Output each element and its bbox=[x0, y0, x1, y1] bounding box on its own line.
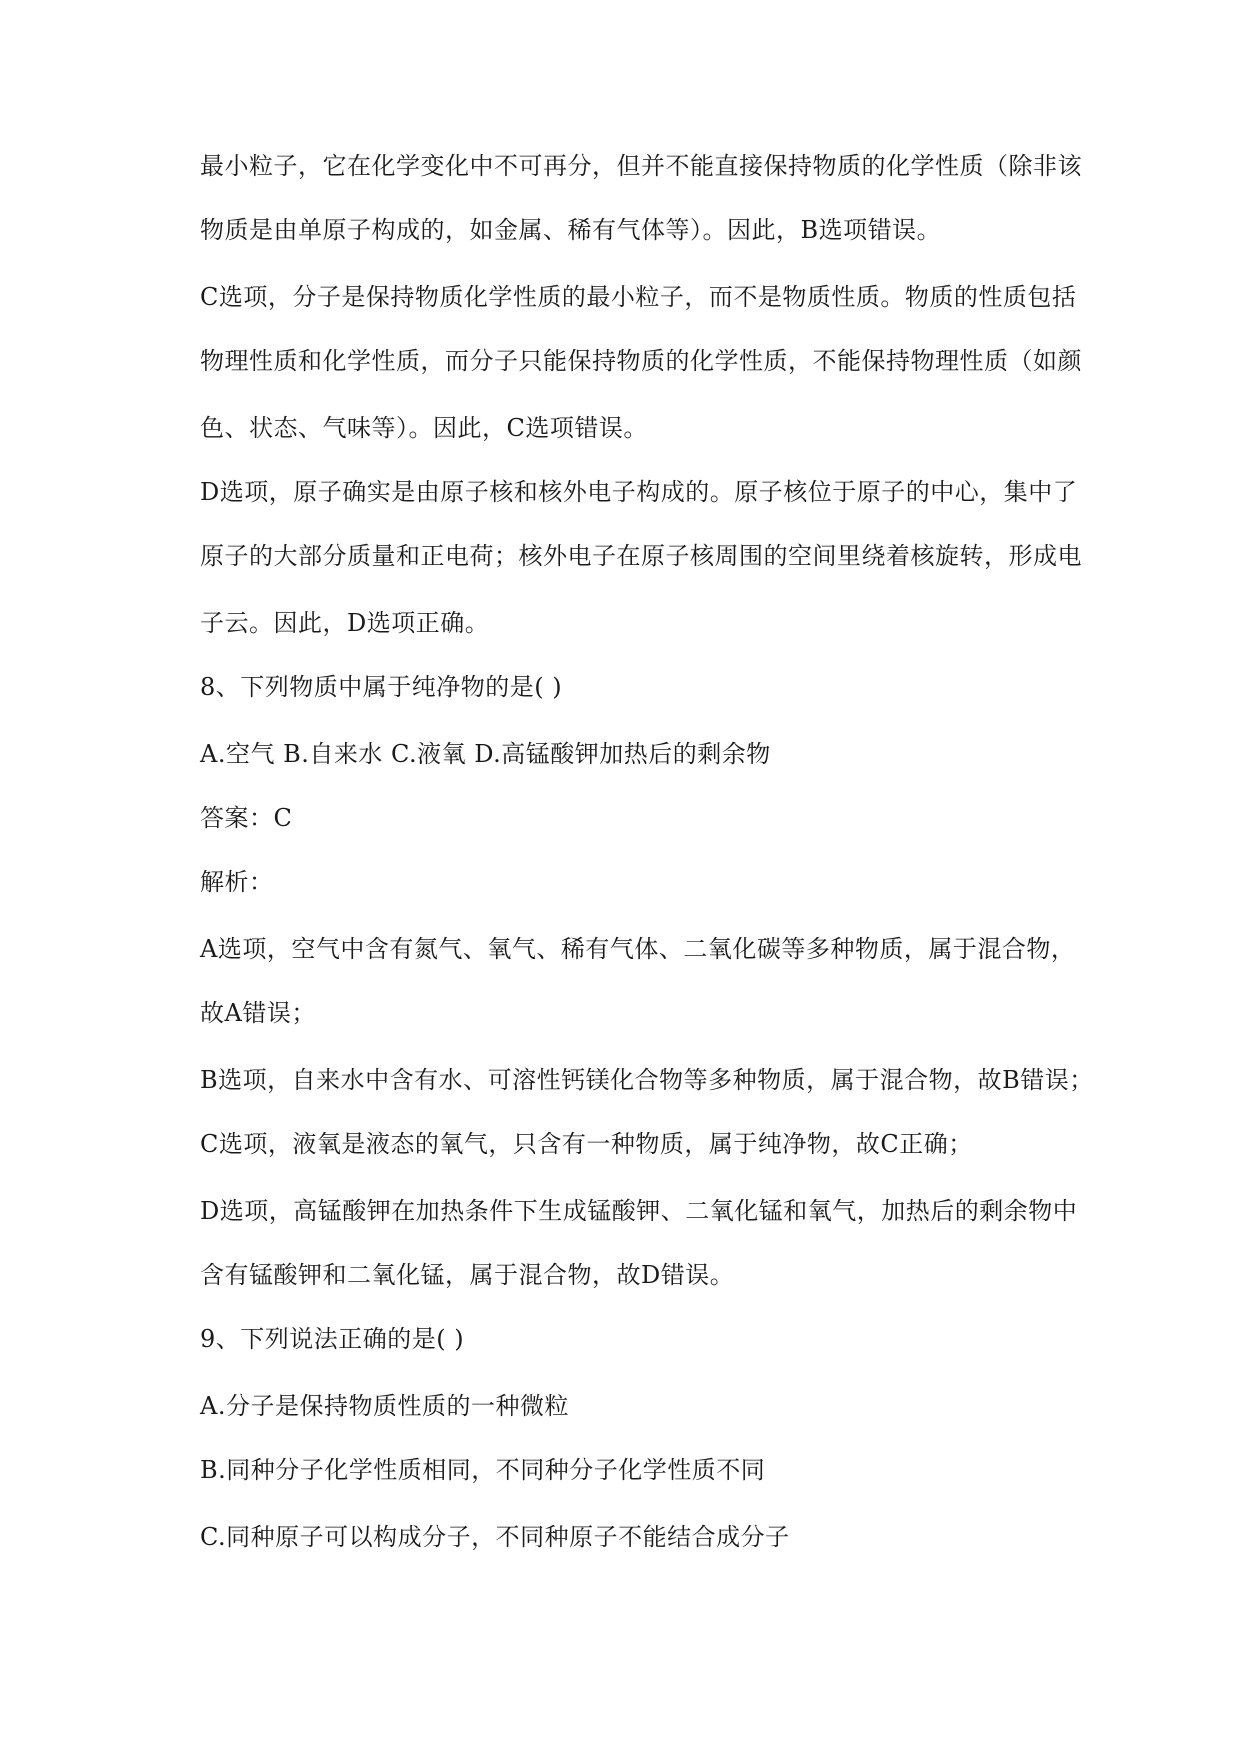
text-line: 含有锰酸钾和二氧化锰，属于混合物，故D错误。 bbox=[200, 1261, 735, 1289]
question-9-option-c: C.同种原子可以构成分子，不同种原子不能结合成分子 bbox=[200, 1523, 790, 1551]
text-line: A选项，空气中含有氮气、氧气、稀有气体、二氧化碳等多种物质，属于混合物， bbox=[200, 935, 1076, 963]
text-line: 色、状态、气味等）。因此，C选项错误。 bbox=[200, 414, 648, 442]
text-line: 最小粒子，它在化学变化中不可再分，但并不能直接保持物质的化学性质（除非该 bbox=[200, 152, 1082, 180]
text-line: 物质是由单原子构成的，如金属、稀有气体等）。因此，B选项错误。 bbox=[200, 216, 942, 244]
text-line: 子云。因此，D选项正确。 bbox=[200, 609, 490, 637]
question-8-answer: 答案：C bbox=[200, 804, 293, 832]
analysis-heading: 解析： bbox=[200, 868, 274, 896]
question-9-option-a: A.分子是保持物质性质的一种微粒 bbox=[200, 1392, 569, 1420]
question-8-stem: 8、下列物质中属于纯净物的是( ) bbox=[200, 673, 563, 701]
text-line: C选项，液氧是液态的氧气，只含有一种物质，属于纯净物，故C正确； bbox=[200, 1130, 973, 1158]
question-8-options: A.空气 B.自来水 C.液氧 D.高锰酸钾加热后的剩余物 bbox=[200, 740, 771, 768]
question-9-stem: 9、下列说法正确的是( ) bbox=[200, 1325, 465, 1353]
text-line: C选项，分子是保持物质化学性质的最小粒子，而不是物质性质。物质的性质包括 bbox=[200, 283, 1077, 311]
text-line: 物理性质和化学性质，而分子只能保持物质的化学性质，不能保持物理性质（如颜 bbox=[200, 347, 1082, 375]
text-line: 原子的大部分质量和正电荷；核外电子在原子核周围的空间里绕着核旋转，形成电 bbox=[200, 542, 1082, 570]
question-9-option-b: B.同种分子化学性质相同，不同种分子化学性质不同 bbox=[200, 1456, 766, 1484]
text-line: D选项，原子确实是由原子核和核外电子构成的。原子核位于原子的中心，集中了 bbox=[200, 478, 1078, 506]
text-line: D选项，高锰酸钾在加热条件下生成锰酸钾、二氧化锰和氧气，加热后的剩余物中 bbox=[200, 1197, 1078, 1225]
text-line: B选项，自来水中含有水、可溶性钙镁化合物等多种物质，属于混合物，故B错误； bbox=[200, 1066, 1094, 1094]
text-line: 故A错误； bbox=[200, 999, 316, 1027]
